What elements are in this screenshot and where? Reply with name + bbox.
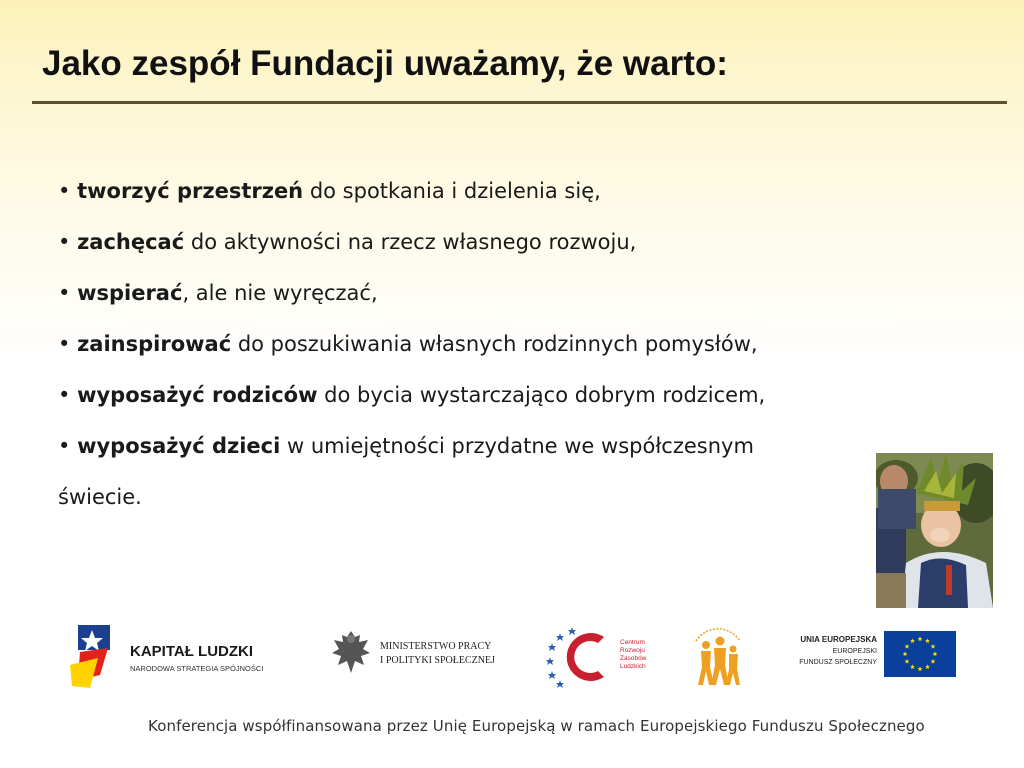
kapital-ludzki-emblem-icon (70, 620, 130, 690)
kapital-ludzki-name: KAPITAŁ LUDZKI (130, 643, 254, 660)
crzl-line3: Zasobów (620, 655, 647, 662)
bullet-continuation: świecie. (58, 485, 142, 509)
bullet-item (58, 421, 918, 472)
bullet-bold-text: zachęcać (77, 230, 185, 254)
bullet-marker: • (58, 230, 71, 254)
bullet-marker: • (58, 332, 71, 356)
crzl-emblem-icon (546, 625, 618, 689)
bullet-text: do poszukiwania własnych rodzinnych pomysłów, (231, 332, 758, 356)
bullet-text: do spotkania i dzielenia się, (303, 179, 601, 203)
ministerstwo-line2: I POLITYKI SPOŁECZNEJ (380, 655, 495, 666)
children-photo-illustration (876, 453, 993, 608)
crzl-text (620, 639, 646, 671)
bullet-list (58, 166, 918, 523)
sponsor-logos (0, 615, 1024, 695)
ministerstwo-logo (330, 627, 520, 687)
crzl-line1: Centrum (620, 639, 645, 646)
crzl-logo (546, 625, 661, 689)
foundation-figures-icon (688, 619, 748, 691)
bullet-text: w umiejętności przydatne we współczesnym (280, 434, 754, 458)
title-divider (32, 101, 1007, 104)
eu-line2: EUROPEJSKI (832, 648, 877, 655)
ministerstwo-line1: MINISTERSTWO PRACY (380, 641, 492, 652)
bullet-text: do bycia wystarczająco dobrym rodzicem, (317, 383, 766, 407)
bullet-bold-text: zainspirować (77, 332, 232, 356)
bullet-marker: • (58, 434, 71, 458)
bullet-text: , ale nie wyręczać, (182, 281, 378, 305)
bullet-marker: • (58, 281, 71, 305)
polish-eagle-icon (330, 627, 372, 677)
crzl-line4: Ludzkich (620, 663, 646, 670)
bullet-bold-text: tworzyć przestrzeń (77, 179, 304, 203)
bullet-item (58, 217, 918, 268)
bullet-marker: • (58, 179, 71, 203)
kapital-ludzki-subtitle: NARODOWA STRATEGIA SPÓJNOŚCI (130, 664, 264, 673)
footer-text: Konferencja współfinansowana przez Unię Europejską w ramach Europejskiego Funduszu Społecznego (148, 717, 925, 735)
bullet-bold-text: wyposażyć rodziców (77, 383, 318, 407)
kapital-ludzki-logo (70, 620, 290, 690)
crzl-line2: Rozwoju (620, 647, 645, 654)
bullet-text: do aktywności na rzecz własnego rozwoju, (184, 230, 637, 254)
bullet-item (58, 166, 918, 217)
bullet-bold-text: wspierać (77, 281, 183, 305)
slide-title: Jako zespół Fundacji uważamy, że warto: (42, 44, 728, 83)
eu-flag-icon (884, 631, 956, 677)
eu-line1: UNIA EUROPEJSKA (800, 635, 877, 644)
bullet-marker: • (58, 383, 71, 407)
bullet-bold-text: wyposażyć dzieci (77, 434, 281, 458)
eu-efs-logo (782, 629, 957, 679)
children-photo (876, 453, 993, 608)
bullet-item (58, 268, 918, 319)
bullet-item (58, 370, 918, 421)
eu-line3: FUNDUSZ SPOŁECZNY (799, 659, 877, 666)
bullet-item (58, 319, 918, 370)
foundation-logo (688, 619, 748, 691)
